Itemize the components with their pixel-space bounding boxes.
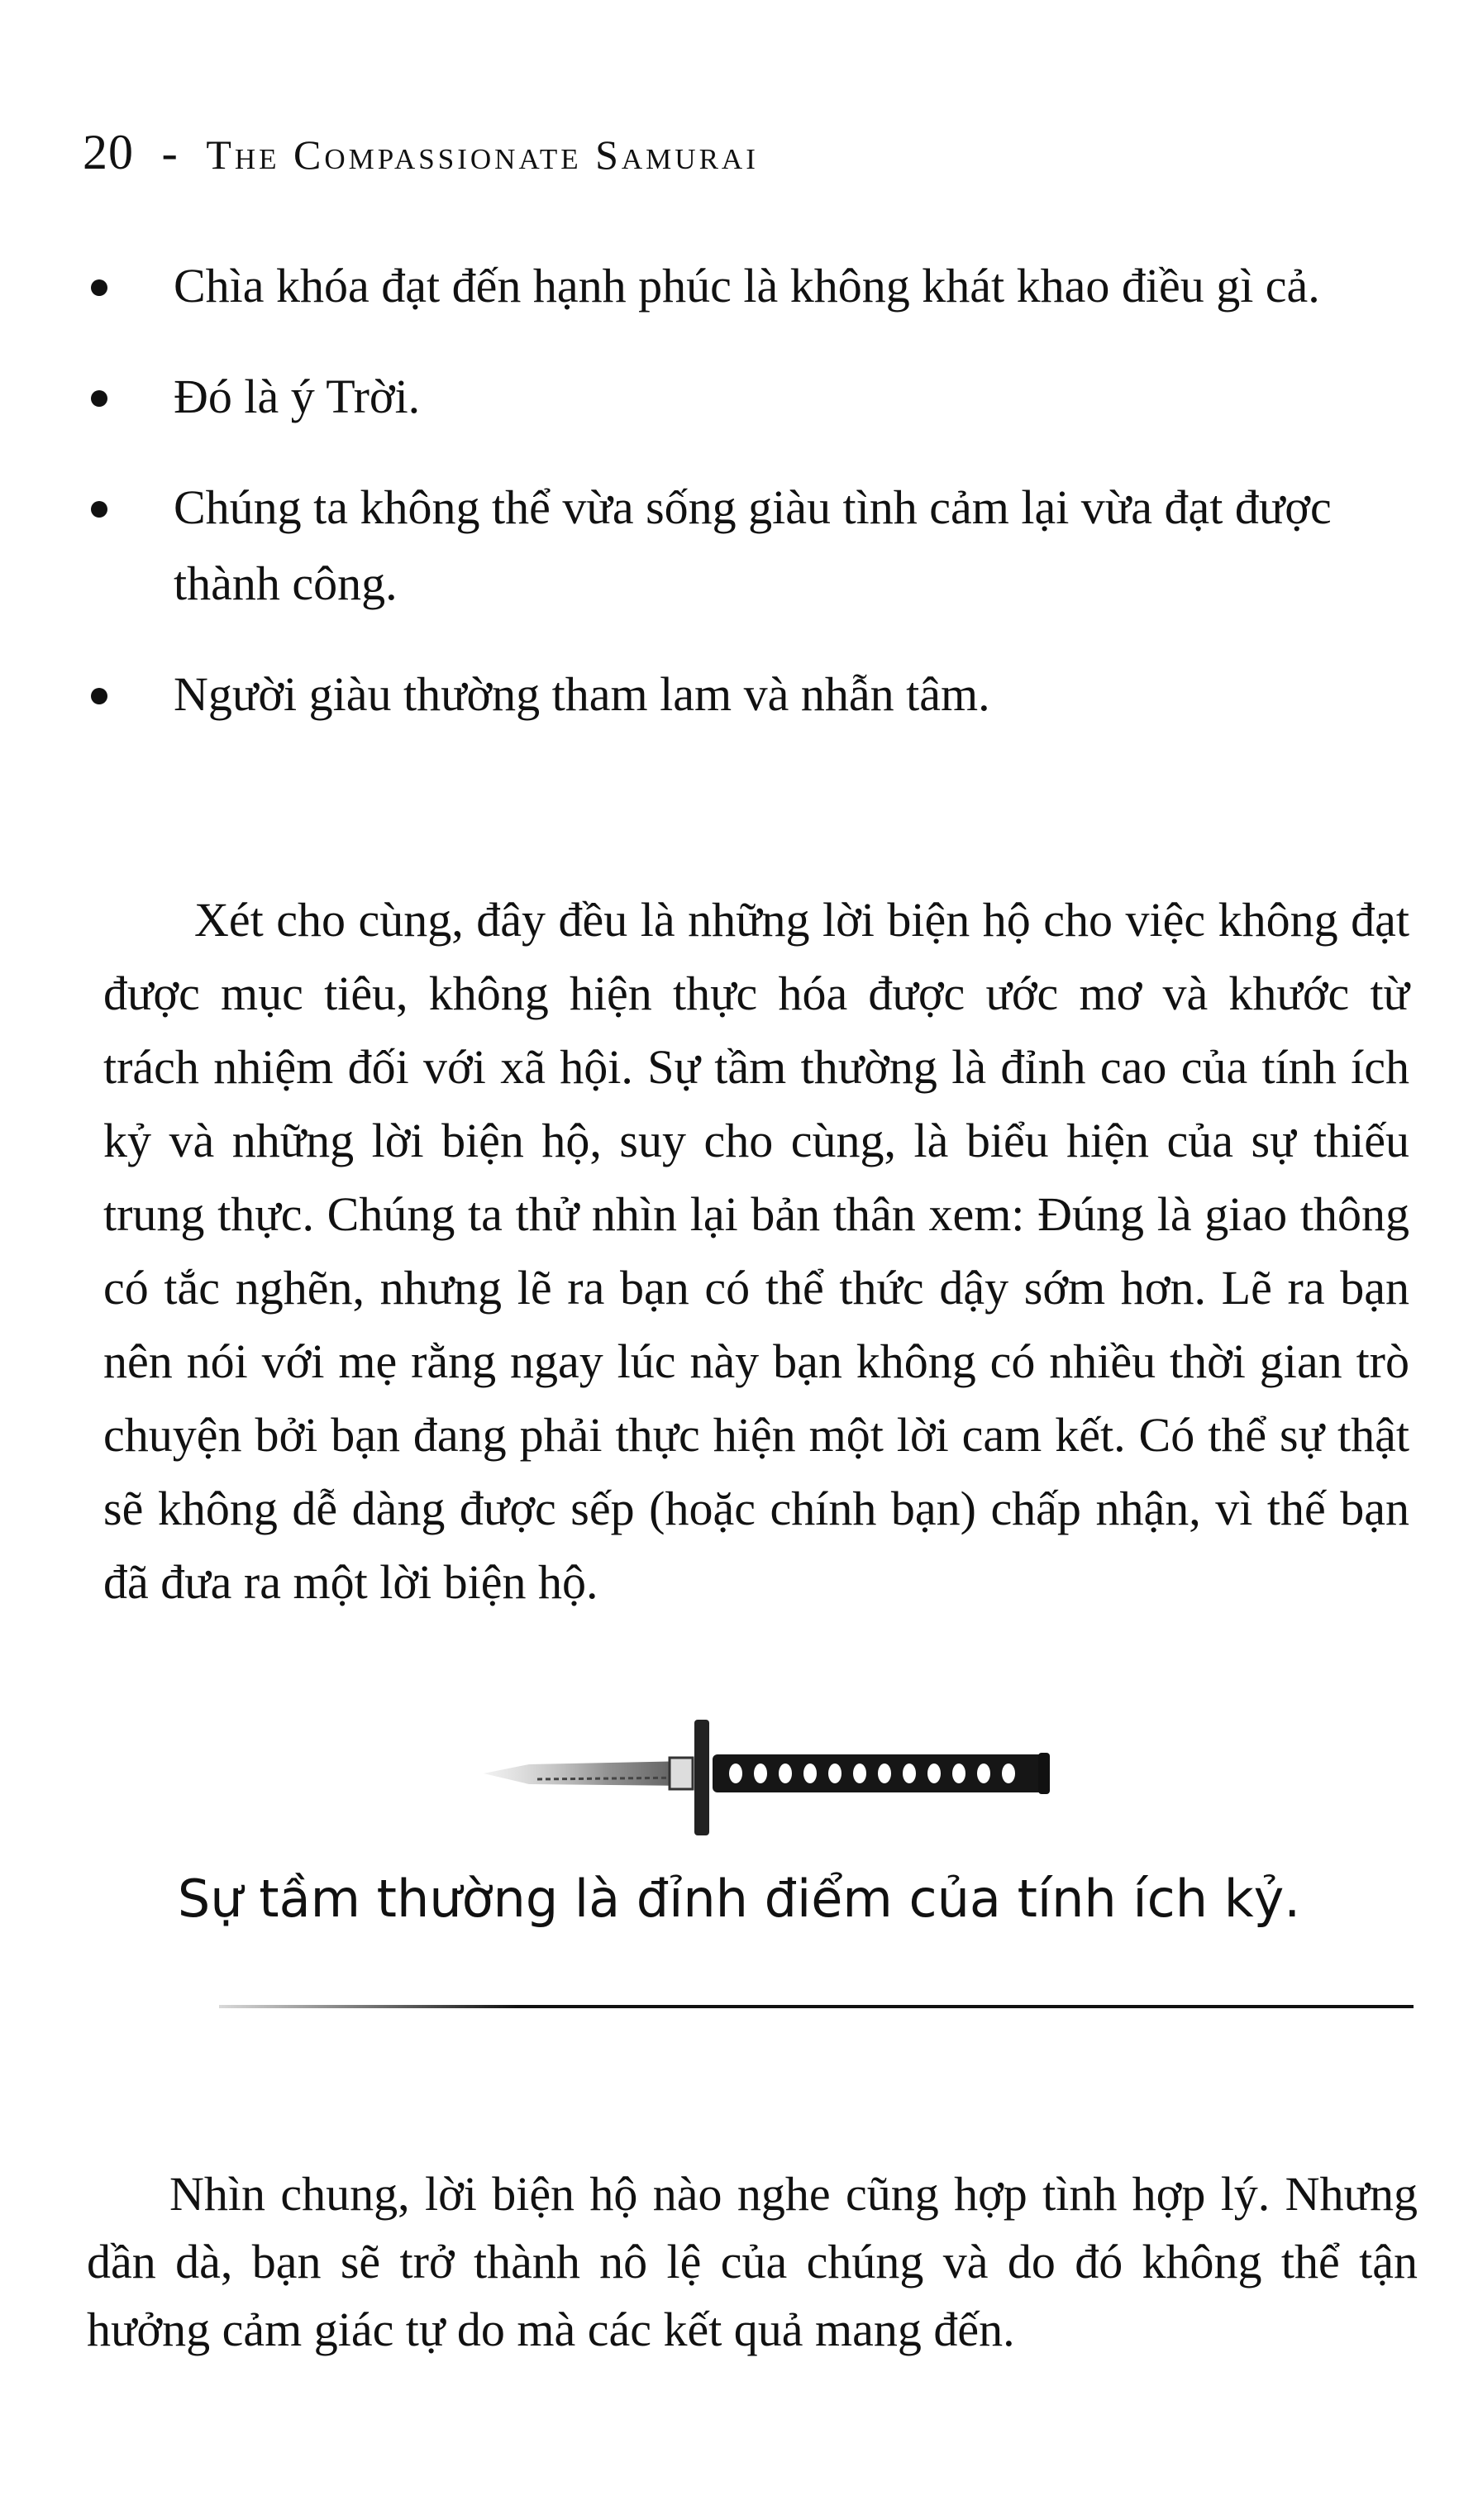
bullet-text: Người giàu thường tham lam và nhẫn tâm. — [174, 667, 990, 721]
bullet-text: Chìa khóa đạt đến hạnh phúc là không khát khao điều gì cả. — [174, 259, 1320, 313]
page-number: 20 — [83, 125, 134, 179]
bullet-item — [174, 656, 1414, 733]
header-separator: - — [161, 126, 179, 179]
divider-line — [219, 2005, 1414, 2008]
bullet-dot-icon — [91, 390, 107, 407]
bullet-list — [174, 248, 1414, 767]
bullet-dot-icon — [91, 501, 107, 518]
bullet-dot-icon — [91, 688, 107, 704]
bullet-item — [174, 248, 1414, 324]
body-paragraph: Xét cho cùng, đây đều là những lời biện hộ cho việc không đạt được mục tiêu, không hiện thực hóa được ước mơ và khước từ trách nhiệm đối với xã hội. Sự tầm thường là đỉnh cao của tính ích kỷ và những lời biện hộ, suy cho cùng, là biểu hiện của sự thiếu trung thực. Chúng ta thử nhìn lại bản thân xem: Đúng là giao thông có tắc nghẽn, nhưng lẽ ra bạn có thể thức dậy sớm hơn. Lẽ ra bạn nên nói với mẹ rằng ngay lúc này bạn không có nhiều thời gian trò chuyện bởi bạn đang phải thực hiện một lời cam kết. Có thể sự thật sẽ không dễ dàng được sếp (hoặc chính bạn) chấp nhận, vì thế bạn đã đưa ra một lời biện hộ. — [103, 893, 1409, 1609]
bullet-dot-icon — [91, 279, 107, 296]
book-title: The Compassionate Samurai — [206, 131, 759, 178]
page-header — [83, 124, 759, 181]
bullet-text: Đó là ý Trời. — [174, 370, 421, 423]
bullet-text: Chúng ta không thể vừa sống giàu tình cảm lại vừa đạt được thành công. — [174, 480, 1332, 610]
katana-icon — [479, 1703, 1058, 1844]
pull-quote: Sự tầm thường là đỉnh điểm của tính ích kỷ. — [177, 1869, 1301, 1929]
closing-paragraph: Nhìn chung, lời biện hộ nào nghe cũng hợp tình hợp lý. Nhưng dần dà, bạn sẽ trở thành nô lệ của chúng và do đó không thể tận hưởng cảm giác tự do mà các kết quả mang đến. — [87, 2167, 1418, 2356]
bullet-item — [174, 470, 1414, 622]
bullet-item — [174, 359, 1414, 435]
